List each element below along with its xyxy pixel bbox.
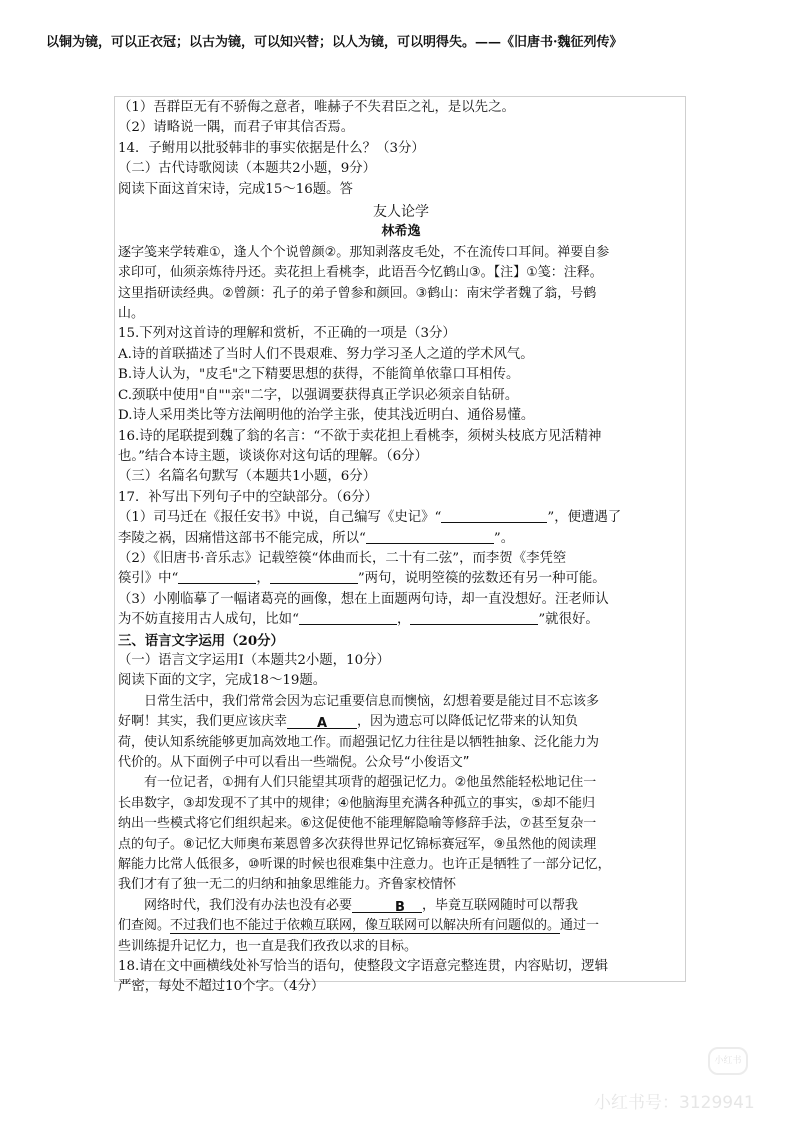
fill-blank	[178, 569, 256, 584]
text-span: ”两句，说明箜篌的弦数还有另一种可能。	[357, 571, 606, 587]
passage-line: 荷，使认知系统能够更加高效地工作。而超强记忆力往往是以牺牲抽象、泛化能力为	[118, 734, 600, 750]
question-14: 14．子鲋用以批驳韩非的事实依据是什么？（3分）	[118, 140, 425, 156]
passage-line: 些训练提升记忆力，也一直是我们孜孜以求的目标。	[118, 938, 418, 954]
fill-blank	[410, 610, 538, 625]
text-span: ”就很好。	[538, 612, 599, 628]
question-15-option-b: B.诗人认为，"皮毛"之下精要思想的获得，不能简单依靠口耳相传。	[118, 367, 520, 383]
text-span: ”。	[493, 530, 515, 546]
translation-item-1: （1）吾群臣无有不骄侮之意者，唯赫子不失君臣之礼，是以先之。	[118, 100, 515, 115]
underlined-sentence: 不过我们也不能过于依赖互联网，像互联网可以解决所有问题似的。	[170, 918, 561, 934]
fill-blank	[366, 529, 494, 544]
fill-blank	[270, 569, 358, 584]
section-dictation-heading: （三）名篇名句默写（本题共1小题，6分）	[118, 469, 377, 485]
question-15: 15.下列对这首诗的理解和赏析，不正确的一项是（3分）	[118, 326, 456, 342]
poem-author: 林希逸	[381, 224, 421, 240]
watermark-logo: 小红书	[708, 1047, 748, 1075]
text-span: 网络时代，我们没有办法也没有必要	[144, 897, 353, 913]
section-poetry-heading: （二）古代诗歌阅读（本题共2小题，9分）	[118, 161, 377, 177]
document-content	[118, 98, 684, 998]
text-span: ，因为遗忘可以降低记忆带来的认知负	[357, 714, 579, 730]
passage-line: 我们才有了独一无二的归纳和抽象思维能力。齐鲁家校情怀	[118, 877, 457, 893]
text-span: 李陵之祸，因痛惜这部书不能完成，所以“	[118, 530, 366, 546]
text-span: ，	[256, 571, 270, 587]
text-span: ，毕竟互联网随时可以帮我	[422, 897, 579, 913]
translation-item-2: （2）请略说一隅，而君子审其信否焉。	[118, 120, 355, 136]
blank-b: B	[352, 898, 422, 913]
passage-line: 代价的。从下面例子中可以看出一些端倪。公众号“小俊语文”	[118, 755, 470, 770]
question-17-2: （2）《旧唐书·音乐志》记载箜篌“体曲而长，二十有二弦”，而李贺《李凭箜	[118, 550, 567, 566]
poetry-instruction: 阅读下面这首宋诗，完成15～16题。答	[118, 181, 353, 197]
watermark-text: 小红书号：3129941	[594, 1093, 755, 1113]
question-17: 17．补写出下列句子中的空缺部分。（6分）	[118, 489, 378, 505]
question-17-1	[118, 508, 684, 528]
text-span: 篌引》中“	[118, 571, 179, 587]
question-15-option-d: D.诗人采用类比等方法阐明他的治学主张，使其浅近明白、通俗易懂。	[118, 408, 535, 424]
fill-blank	[441, 508, 547, 523]
question-15-option-c: C.颈联中使用"自""亲"二字，以强调要获得真正学识必须亲自钻研。	[118, 387, 519, 403]
question-17-3-cont	[118, 610, 684, 630]
part-three-heading: 三、语言文字运用（20分）	[118, 632, 284, 649]
question-16-cont: 也。”结合本诗主题，谈谈你对这句话的理解。（6分）	[118, 448, 428, 464]
poem-line: 山。	[118, 306, 145, 322]
question-17-3: （3）小刚临摹了一幅诸葛亮的画像，想在上面题两句诗，却一直没想好。汪老师认	[118, 591, 609, 607]
passage-paragraph-3	[118, 896, 684, 916]
text-span: ，	[396, 612, 411, 628]
question-17-1-cont	[118, 529, 684, 549]
passage-line	[118, 712, 684, 732]
text-span: 好啊！其实，我们更应该庆幸	[118, 714, 288, 730]
text-span: 为不妨直接用古人成句，比如“	[118, 612, 299, 628]
passage-line	[118, 916, 684, 936]
text-span: ”，便遭遇了	[547, 510, 622, 526]
fill-blank	[299, 610, 397, 625]
question-15-option-a: A.诗的首联描述了当时人们不畏艰难、努力学习圣人之道的学术风气。	[118, 346, 534, 362]
question-18: 18.请在文中画横线处补写恰当的语句，使整段文字语意完整连贯，内容贴切，逻辑	[118, 959, 608, 975]
passage-line: 解能力比常人低很多，⑩听课的时候也很难集中注意力。也许正是牺牲了一部分记忆，	[118, 857, 611, 873]
page-header-motto: 以铜为镜，可以正衣冠；以古为镜，可以知兴替；以人为镜，可以明得失。——《旧唐书·魏征列传》	[46, 35, 623, 50]
text-span: 通过一	[560, 918, 600, 934]
passage-line: 点的句子。⑧记忆大师奥布莱恩曾多次获得世界记忆锦标赛冠军，⑨虽然他的阅读理	[118, 836, 597, 852]
subsection-heading: （一）语言文字运用Ⅰ（本题共2小题，10分）	[118, 652, 390, 668]
passage-line: 长串数字，③却发现不了其中的规律；④他脑海里充满各种孤立的事实，⑤却不能归	[118, 795, 595, 811]
text-span: （1）司马迁在《报任安书》中说，自己编写《史记》“	[118, 510, 442, 526]
passage-line: 纳出一些模式将它们组织起来。⑥这促使他不能理解隐喻等修辞手法，⑦甚至复杂一	[118, 816, 597, 832]
poem-line: 求印可，仙须亲炼待丹还。卖花担上看桃李，此语吾今忆鹤山③。【注】①笺：注释。	[118, 265, 603, 281]
passage-paragraph-1: 日常生活中，我们常常会因为忘记重要信息而懊恼，幻想着要是能过目不忘该多	[144, 693, 600, 709]
poem-line: 逐字笺来学转难①，逢人个个说曾颜②。那知剥落皮毛处，不在流传口耳间。禅要自参	[118, 244, 610, 260]
text-span: 们查阅。	[118, 918, 171, 934]
question-17-2-cont	[118, 569, 684, 589]
question-18-cont: 严密，每处不超过10个字。（4分）	[118, 979, 325, 995]
passage-paragraph-2: 有一位记者，①拥有人们只能望其项背的超强记忆力。②他虽然能轻松地记住一	[144, 775, 597, 791]
poem-title: 友人论学	[373, 204, 429, 221]
question-16: 16.诗的尾联提到魏了翁的名言：“不欲于卖花担上看桃李，须树头枝底方见活精神	[118, 428, 602, 444]
reading-instruction: 阅读下面的文字，完成18～19题。	[118, 673, 327, 689]
blank-a: A	[287, 714, 357, 729]
poem-line: 这里指研读经典。②曾颜：孔子的弟子曾参和颜回。③鹤山：南宋学者魏了翁，号鹤	[118, 285, 597, 301]
